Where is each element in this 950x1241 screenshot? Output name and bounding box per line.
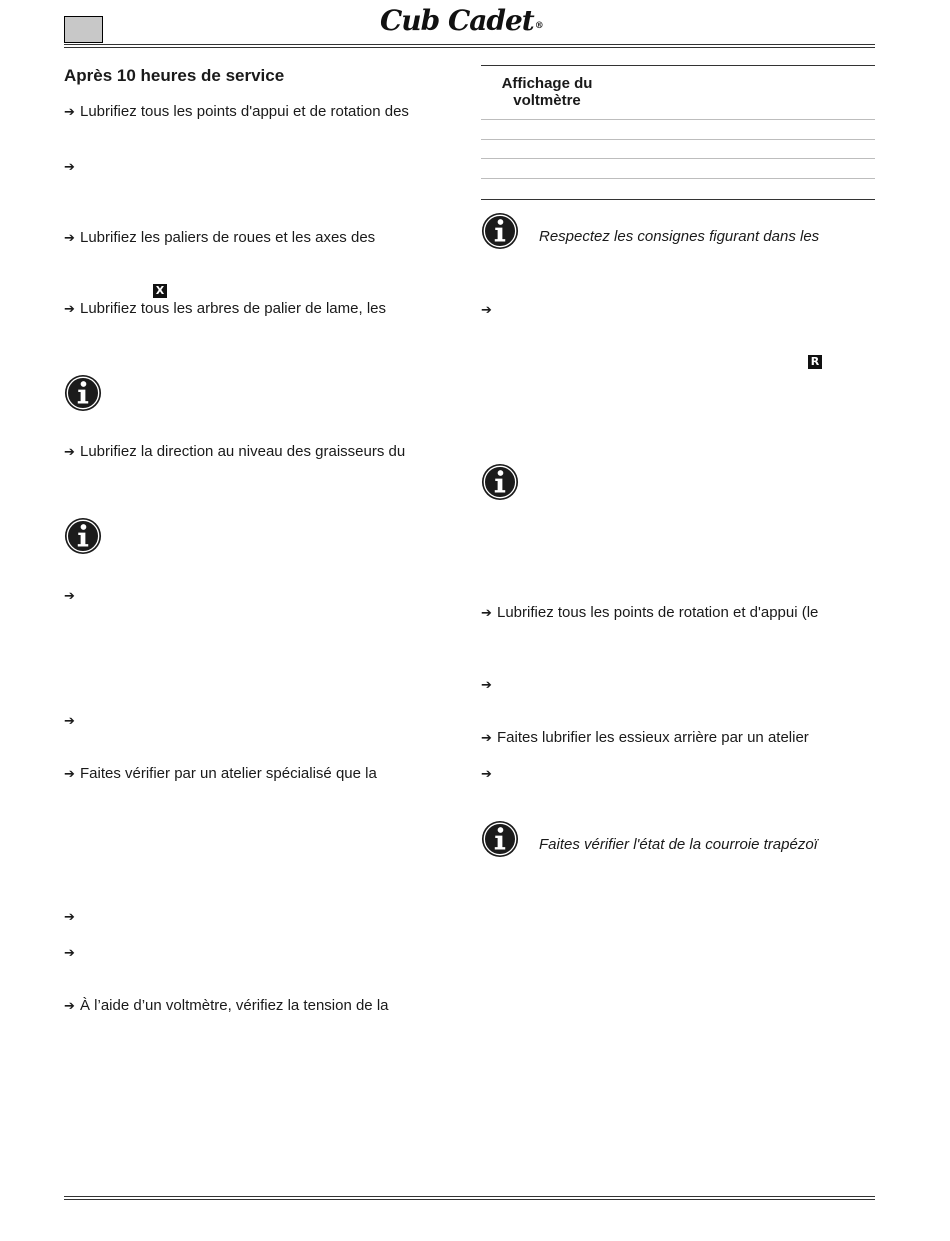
cub-cadet-logo	[380, 4, 570, 36]
list-item-text: Lubrifiez les paliers de roues et les axes des	[80, 229, 376, 246]
list-item-text: Lubrifiez tous les points de rotation et d'appui (le	[497, 604, 819, 621]
list-item-text: Faites vérifier par un atelier spécialisé que la	[80, 765, 377, 782]
table-row-divider	[481, 178, 875, 179]
table-header-voltmeter-display	[487, 75, 607, 109]
arrow-right-icon: ➔	[64, 713, 75, 728]
table-header-line: voltmètre	[513, 92, 581, 109]
arrow-right-icon: ➔	[481, 730, 492, 745]
header-rule-bottom	[64, 47, 875, 48]
info-note: Respectez les consignes figurant dans les	[539, 228, 820, 245]
table-row-divider	[481, 139, 875, 140]
arrow-right-icon: ➔	[64, 998, 75, 1013]
list-item	[64, 997, 389, 1015]
info-note: Faites vérifier l'état de la courroie trapézoï	[539, 836, 818, 853]
list-item	[64, 229, 375, 247]
arrow-right-icon: ➔	[64, 301, 75, 316]
header-rule-top	[64, 44, 875, 45]
figure-ref-x-badge: X	[153, 284, 167, 298]
list-item-text: À l’aide d’un voltmètre, vérifiez la tension de la	[80, 997, 389, 1014]
info-icon	[481, 212, 519, 250]
arrow-right-icon: ➔	[481, 605, 492, 620]
info-icon	[64, 517, 102, 555]
table-header-line: Affichage du	[501, 75, 593, 92]
arrow-right-icon: ➔	[64, 444, 75, 459]
table-row-divider	[481, 158, 875, 159]
list-item-text: Lubrifiez la direction au niveau des graisseurs du	[80, 443, 406, 460]
arrow-right-icon: ➔	[64, 766, 75, 781]
arrow-right-icon: ➔	[64, 945, 75, 960]
footer-rule-bottom	[64, 1199, 875, 1200]
info-icon	[64, 374, 102, 412]
list-item	[481, 301, 497, 319]
arrow-right-icon: ➔	[64, 230, 75, 245]
list-item	[64, 443, 405, 461]
arrow-right-icon: ➔	[481, 677, 492, 692]
list-item-text: Lubrifiez tous les points d'appui et de rotation des	[80, 103, 409, 120]
table-bottom-rule	[481, 199, 875, 200]
list-item	[64, 587, 80, 605]
list-item-text: Lubrifiez tous les arbres de palier de lame, les	[80, 300, 386, 317]
list-item	[64, 158, 80, 176]
list-item	[481, 765, 497, 783]
arrow-right-icon: ➔	[64, 588, 75, 603]
arrow-right-icon: ➔	[481, 302, 492, 317]
figure-ref-r-badge: R	[808, 355, 822, 369]
list-item	[64, 712, 80, 730]
page-number-box	[64, 16, 103, 43]
arrow-right-icon: ➔	[64, 159, 75, 174]
section-heading: Après 10 heures de service	[64, 66, 285, 85]
list-item-text: Faites lubrifier les essieux arrière par un atelier	[497, 729, 809, 746]
footer-rule-top	[64, 1196, 875, 1197]
list-item	[481, 604, 818, 622]
list-item	[64, 908, 80, 926]
list-item	[64, 765, 377, 783]
arrow-right-icon: ➔	[64, 909, 75, 924]
arrow-right-icon: ➔	[64, 104, 75, 119]
arrow-right-icon: ➔	[481, 766, 492, 781]
brand-name: Cub Cadet	[380, 4, 534, 37]
list-item	[481, 676, 497, 694]
list-item	[64, 103, 409, 121]
table-top-rule	[481, 65, 875, 66]
info-icon	[481, 820, 519, 858]
registered-mark: ®	[534, 21, 543, 31]
info-icon	[481, 463, 519, 501]
list-item	[481, 729, 809, 747]
list-item	[64, 944, 80, 962]
table-row-divider	[481, 119, 875, 120]
list-item	[64, 300, 386, 318]
